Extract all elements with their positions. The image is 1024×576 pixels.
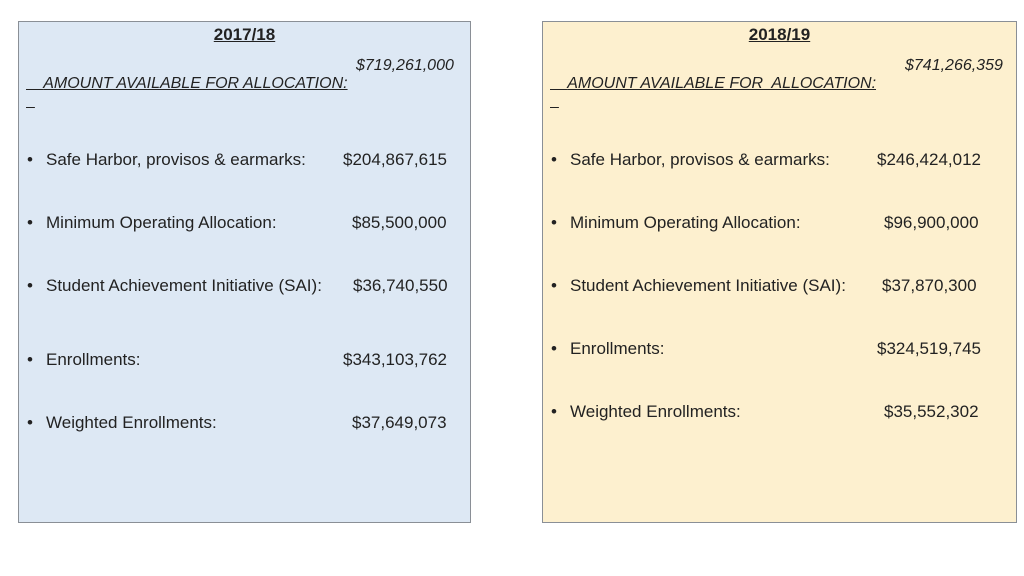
list-item <box>551 213 979 233</box>
item-label: Minimum Operating Allocation: <box>46 213 277 232</box>
list-item <box>27 150 447 170</box>
bullet: • <box>551 402 557 421</box>
bullet: • <box>551 213 557 232</box>
bullet: • <box>551 276 557 295</box>
item-label: Enrollments: <box>46 350 141 369</box>
list-item <box>551 339 981 359</box>
item-label: Weighted Enrollments: <box>570 402 741 421</box>
item-value: $204,867,615 <box>343 150 447 169</box>
panel-2018-19 <box>542 21 1017 523</box>
year-heading: 2017/18 <box>213 25 276 44</box>
bullet: • <box>551 339 557 358</box>
list-item <box>551 150 981 170</box>
list-item <box>27 276 448 296</box>
amount-available-line <box>550 57 1010 111</box>
list-item <box>551 276 977 296</box>
list-item <box>27 350 447 370</box>
item-label: Safe Harbor, provisos & earmarks: <box>570 150 830 169</box>
list-item <box>551 402 979 422</box>
item-value: $36,740,550 <box>353 276 448 295</box>
year-heading: 2018/19 <box>748 25 811 44</box>
item-value: $37,870,300 <box>882 276 977 295</box>
amount-available-line <box>26 57 466 111</box>
item-label: Weighted Enrollments: <box>46 413 217 432</box>
bullet: • <box>551 150 557 169</box>
item-label: Minimum Operating Allocation: <box>570 213 801 232</box>
item-value: $246,424,012 <box>877 150 981 169</box>
list-item <box>27 413 447 433</box>
item-label: Student Achievement Initiative (SAI): <box>46 276 322 295</box>
amount-available-value: $741,266,359 <box>905 57 1003 74</box>
item-value: $35,552,302 <box>884 402 979 421</box>
bullet: • <box>27 213 33 232</box>
amount-available-label: AMOUNT AVAILABLE FOR ALLOCATION: <box>567 75 877 92</box>
item-value: $324,519,745 <box>877 339 981 358</box>
item-value: $37,649,073 <box>352 413 447 432</box>
bullet: • <box>27 276 33 295</box>
item-label: Enrollments: <box>570 339 665 358</box>
bullet: • <box>27 150 33 169</box>
item-value: $343,103,762 <box>343 350 447 369</box>
panel-2017-18 <box>18 21 471 523</box>
bullet: • <box>27 413 33 432</box>
item-value: $96,900,000 <box>884 213 979 232</box>
item-label: Safe Harbor, provisos & earmarks: <box>46 150 306 169</box>
item-value: $85,500,000 <box>352 213 447 232</box>
item-label: Student Achievement Initiative (SAI): <box>570 276 846 295</box>
amount-available-value: $719,261,000 <box>356 57 454 74</box>
amount-available-label: AMOUNT AVAILABLE FOR ALLOCATION: <box>43 75 348 92</box>
bullet: • <box>27 350 33 369</box>
list-item <box>27 213 447 233</box>
